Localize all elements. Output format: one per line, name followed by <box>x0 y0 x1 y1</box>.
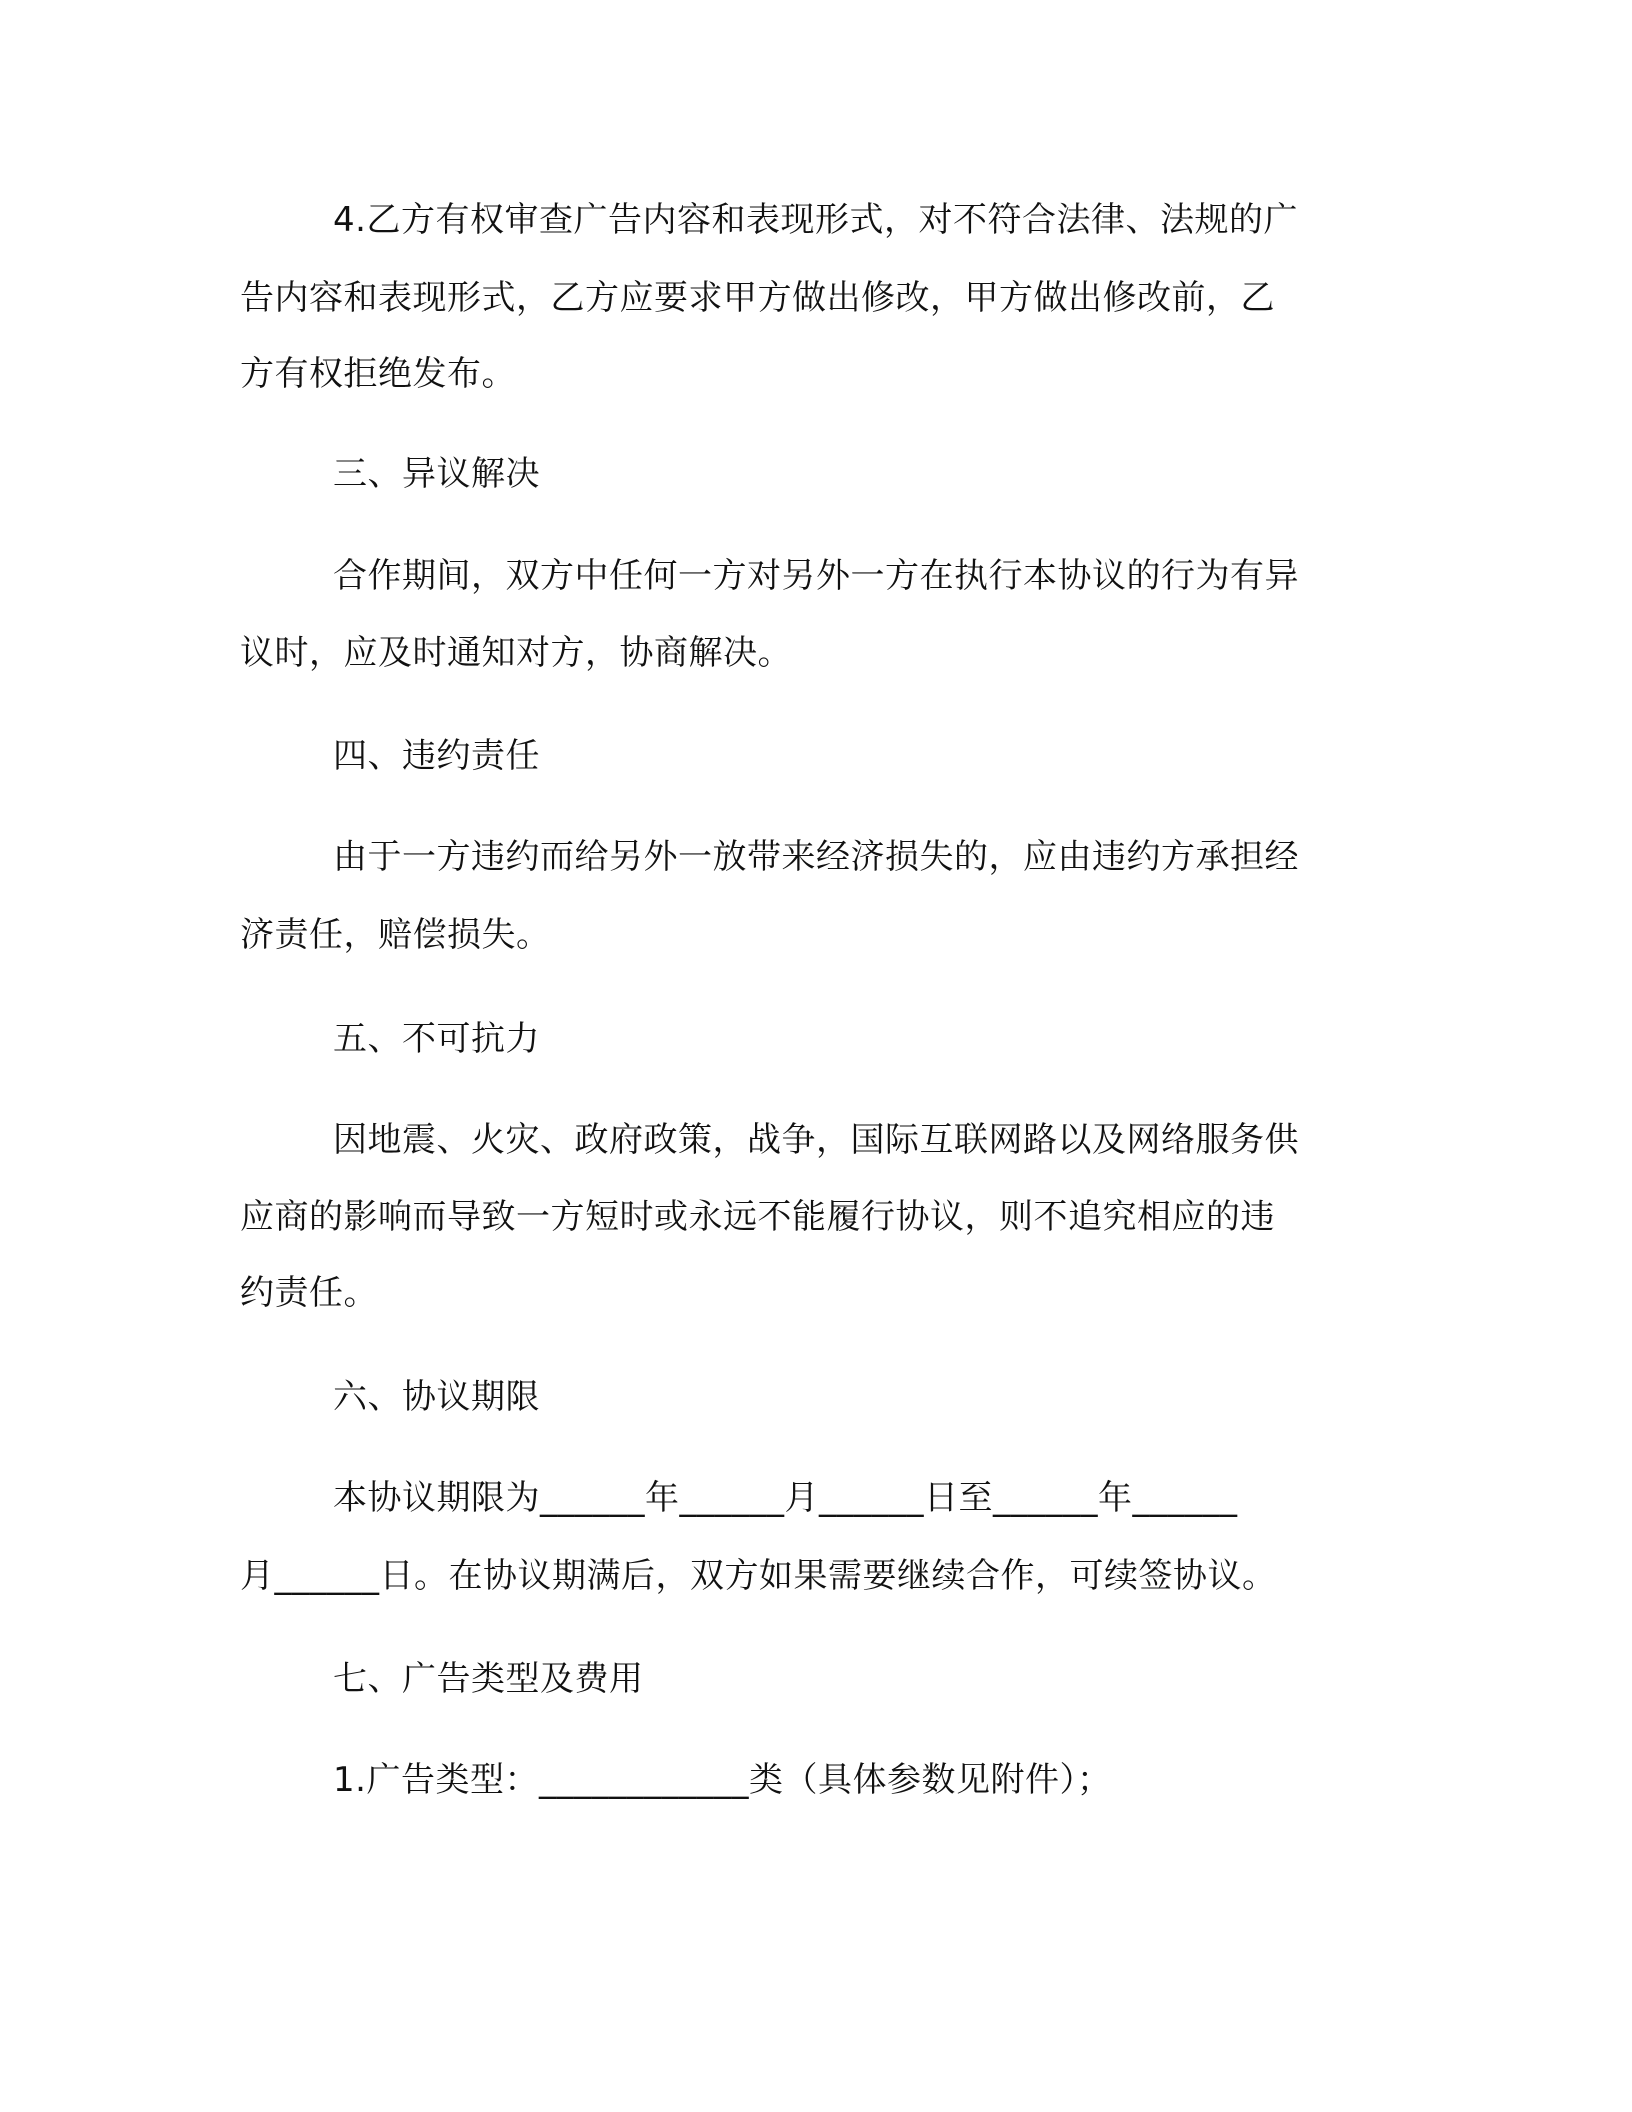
section-5-line-2: 应商的影响而导致一方短时或永远不能履行协议，则不追究相应的违 <box>240 1197 1275 1237</box>
section-6-line-1: 本协议期限为______年______月______日至______年______ <box>333 1478 1238 1518</box>
section-3-heading: 三、异议解决 <box>333 454 540 494</box>
section-5-heading: 五、不可抗力 <box>333 1019 540 1059</box>
section-4-heading: 四、违约责任 <box>333 736 540 776</box>
clause-4-line-1: 4.乙方有权审查广告内容和表现形式，对不符合法律、法规的广 <box>333 200 1298 240</box>
section-5-line-3: 约责任。 <box>240 1273 378 1313</box>
clause-4-line-3: 方有权拒绝发布。 <box>240 354 516 394</box>
section-3-line-2: 议时，应及时通知对方，协商解决。 <box>240 633 792 673</box>
section-4-line-2: 济责任，赔偿损失。 <box>240 915 551 955</box>
section-7-line-1: 1.广告类型：____________类（具体参数见附件）； <box>333 1760 1112 1800</box>
section-5-line-1: 因地震、火灾、政府政策，战争，国际互联网路以及网络服务供 <box>333 1120 1299 1160</box>
section-6-line-2: 月______日。在协议期满后，双方如果需要继续合作，可续签协议。 <box>240 1556 1277 1596</box>
section-6-heading: 六、协议期限 <box>333 1377 540 1417</box>
section-7-heading: 七、广告类型及费用 <box>333 1659 644 1699</box>
section-4-line-1: 由于一方违约而给另外一放带来经济损失的，应由违约方承担经 <box>333 837 1299 877</box>
section-3-line-1: 合作期间，双方中任何一方对另外一方在执行本协议的行为有异 <box>333 556 1299 596</box>
clause-4-line-2: 告内容和表现形式，乙方应要求甲方做出修改，甲方做出修改前，乙 <box>240 278 1275 318</box>
